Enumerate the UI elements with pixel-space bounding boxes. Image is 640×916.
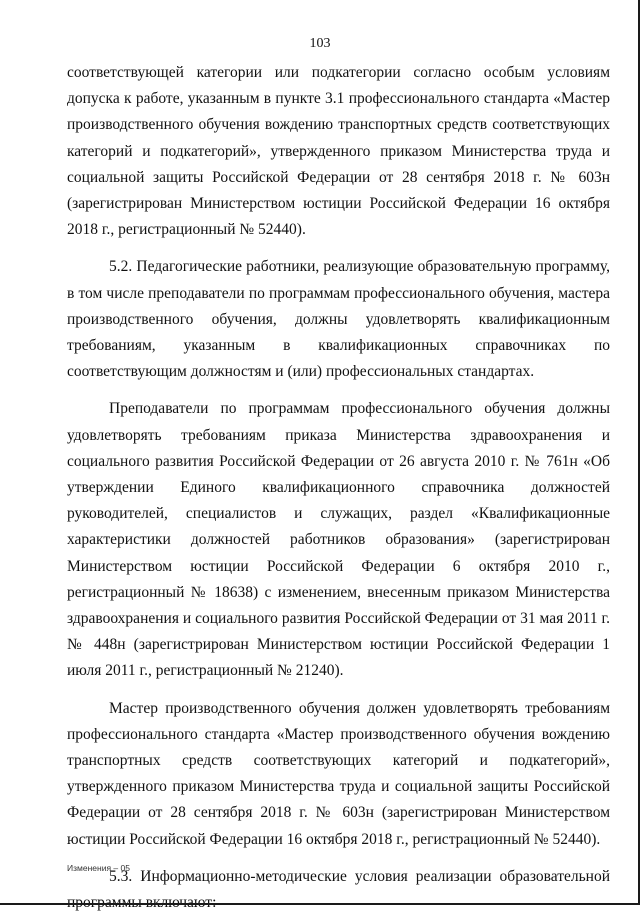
paragraph-5-3: 5.3. Информационно-методические условия реализации образовательной	[109, 867, 610, 885]
document-body	[67, 60, 610, 916]
paragraph-continuation: соответствующей категории или подкатегории согласно особым условиям допуска к работе, указанным в пункте 3.1 профессионального стандарта «Мастер производственного обучения вождению транспортных средств соответствующих категорий и подкатегорий», утвержденного приказом Министерства труда и социальной защиты Российской Федерации от 28 сентября 2018 г. № 603н (зарегистрирован Министерством юстиции Российской Федерации 16 октября 2018 г., регистрационный № 52440).	[67, 64, 610, 239]
paragraph-master-requirements: Мастер производственного обучения должен удовлетворять требованиям профессионального стандарта «Мастер производственного обучения вождению транспортных средств соответствующих категорий и подкатегорий», утвержденного приказом Министерства труда и социальной защиты Российской Федерации от 28 сентября 2018 г. № 603н (зарегистрирован Министерством юстиции Российской Федерации 16 октября 2018 г., регистрационный № 52440).	[67, 699, 610, 848]
footer-note: Изменения – 05	[67, 863, 130, 873]
paragraph-5-2: 5.2. Педагогические работники, реализующие образовательную программу, в том числе преподаватели по программам профессионального обучения, мастера производственного обучения, должны удовлетворять квалификационным требованиям, указанным в квалификационных справочниках по соответствующим должностям и (или) профессиональных стандартах.	[67, 258, 610, 381]
page-number: 103	[309, 36, 331, 51]
paragraph-teachers-requirements: Преподаватели по программам профессионального обучения должны удовлетворять требованиям приказа Министерства здравоохранения и социального развития Российской Федерации от 26 августа 2010 г. № 761н «Об утверждении Единого квалификационного справочника должностей руководителей, специалистов и служащих, раздел «Квалификационные характеристики должностей работников образования» (зарегистрирован Министерством юстиции Российской Федерации 6 октября 2010 г., регистрационный № 18638) с изменением, внесенным приказом Министерства здравоохранения и социального развития Российской Федерации от 31 мая 2011 г. № 448н (зарегистрирован Министерством юстиции Российской Федерации 1 июля 2011 г., регистрационный № 21240).	[67, 400, 610, 680]
